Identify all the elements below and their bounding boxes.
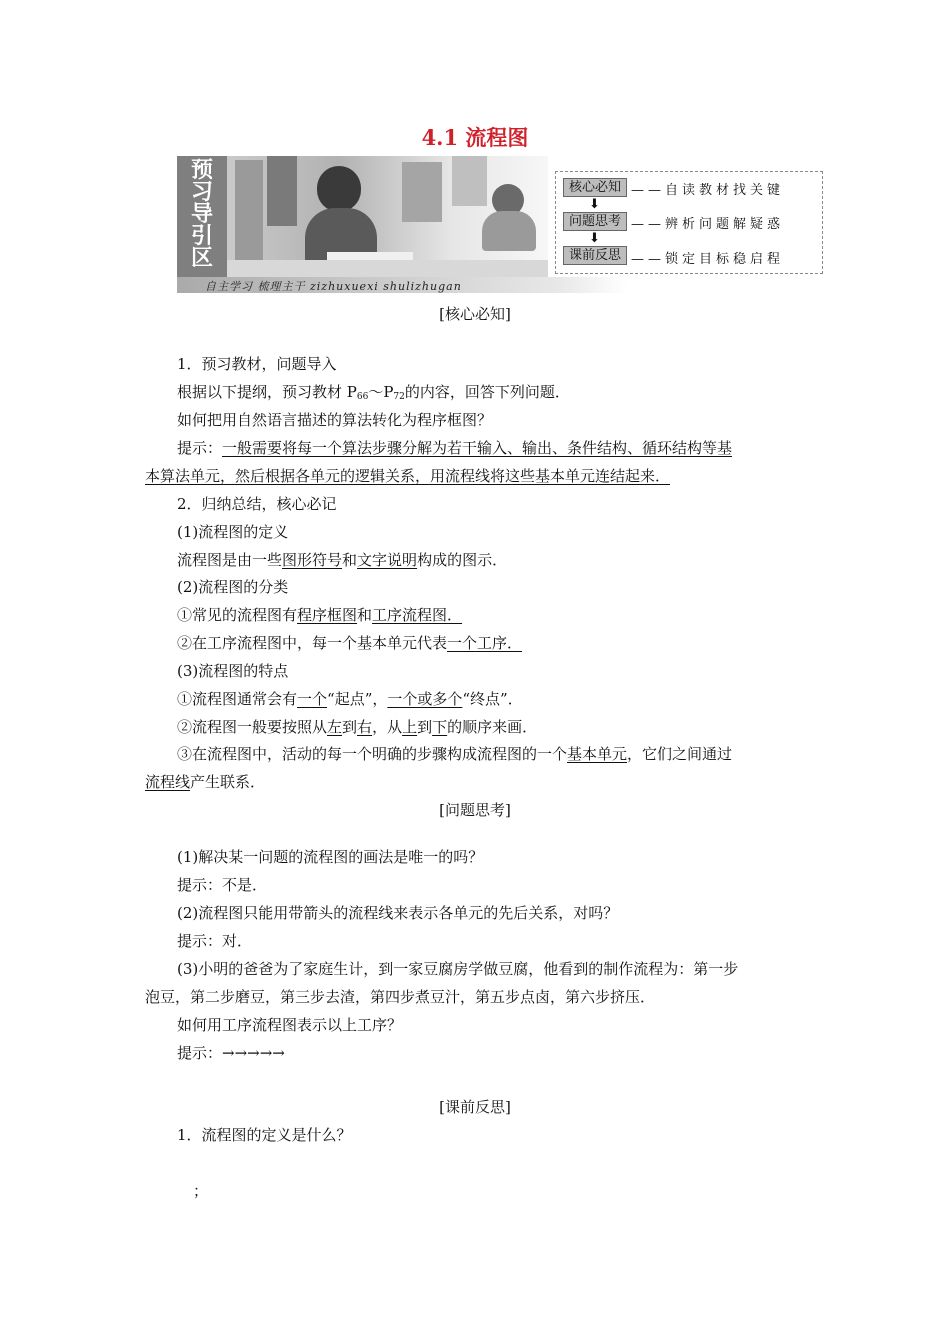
- reading-student-photo: [227, 156, 548, 277]
- answer-2: 提示：对．: [177, 932, 253, 950]
- heading-summary: 2．归纳总结，核心必记: [177, 495, 337, 513]
- banner-char: 导: [190, 202, 213, 227]
- heading-preview: 1．预习教材，问题导入: [177, 355, 337, 373]
- down-arrow-icon: ⬇: [589, 197, 600, 212]
- banner-char: 引: [190, 224, 213, 249]
- flow-desc-core: ——自读教材找关键: [631, 183, 785, 198]
- banner-side-panel: [177, 156, 227, 277]
- flow-box-question: 问题思考: [563, 212, 627, 231]
- reflect-blank: ；: [193, 1182, 209, 1200]
- definition-text: 流程图是由一些图形符号和文字说明构成的图示．: [177, 551, 508, 569]
- flow-arrows: →→→→→: [222, 1044, 285, 1062]
- feature-item-3: ③在流程图中，活动的每一个明确的步骤构成流程图的一个基本单元，它们之间通过: [177, 745, 733, 763]
- question-3-line1: (3)小明的爸爸为了家庭生计，到一家豆腐房学做豆腐，他看到的制作流程为：第一步: [177, 960, 739, 978]
- preview-banner: [177, 156, 823, 293]
- preview-hint-line2: 本算法单元，然后根据各单元的逻辑关系，用流程线将这些基本单元连结起来．: [145, 467, 671, 485]
- feature-item-3-cont: 流程线产生联系．: [145, 773, 266, 791]
- answer-1: 提示：不是．: [177, 876, 268, 894]
- page-title: 4.1 流程图: [421, 125, 529, 150]
- subheading-definition: (1)流程图的定义: [177, 523, 289, 541]
- flow-box-core: 核心必知: [563, 178, 627, 197]
- subheading-classification: (2)流程图的分类: [177, 578, 289, 596]
- preview-hint-line1: 提示：一般需要将每一个算法步骤分解为若干输入、输出、条件结构、循环结构等基: [177, 439, 733, 457]
- feature-item-1: ①流程图通常会有一个“起点”，一个或多个“终点”．: [177, 690, 523, 708]
- flow-desc-question: ——辨析问题解疑惑: [631, 217, 785, 232]
- question-2: (2)流程图只能用带箭头的流程线来表示各单元的先后关系，对吗？: [177, 904, 619, 922]
- answer-3: 提示：→→→→→: [177, 1044, 285, 1062]
- question-3-line3: 如何用工序流程图表示以上工序？: [177, 1016, 403, 1034]
- banner-char: 习: [190, 180, 213, 205]
- question-1: (1)解决某一问题的流程图的画法是唯一的吗？: [177, 848, 484, 866]
- classification-item-1: ①常见的流程图有程序框图和工序流程图．: [177, 606, 463, 624]
- banner-char: 预: [190, 158, 213, 183]
- section-heading-core: [核心必知]: [439, 305, 511, 323]
- question-3-line2: 泡豆，第二步磨豆，第三步去渣，第四步煮豆汁，第五步点卤，第六步挤压．: [145, 988, 656, 1006]
- subheading-features: (3)流程图的特点: [177, 662, 289, 680]
- flow-box-reflect: 课前反思: [563, 246, 627, 265]
- banner-char: 区: [190, 246, 213, 271]
- preview-instruction: 根据以下提纲，预习教材 $P_{66}\sim P_{72}$的内容，回答下列问题．: [177, 383, 570, 402]
- section-heading-question: [问题思考]: [439, 801, 511, 819]
- classification-item-2: ②在工序流程图中，每一个基本单元代表一个工序．: [177, 634, 523, 652]
- banner-subtitle: 自主学习 梳理主干 zizhuxuexi shulizhugan: [205, 280, 462, 293]
- section-heading-reflect: [课前反思]: [439, 1098, 511, 1116]
- down-arrow-icon: ⬇: [589, 231, 600, 246]
- preview-question: 如何把用自然语言描述的算法转化为程序框图？: [177, 411, 493, 429]
- flow-desc-reflect: ——锁定目标稳启程: [631, 252, 785, 267]
- reflect-question-1: 1．流程图的定义是什么？: [177, 1126, 352, 1144]
- feature-item-2: ②流程图一般要按照从左到右，从上到下的顺序来画．: [177, 718, 538, 736]
- banner-side-text: [189, 160, 215, 270]
- banner-subtitle-strip: [177, 277, 627, 293]
